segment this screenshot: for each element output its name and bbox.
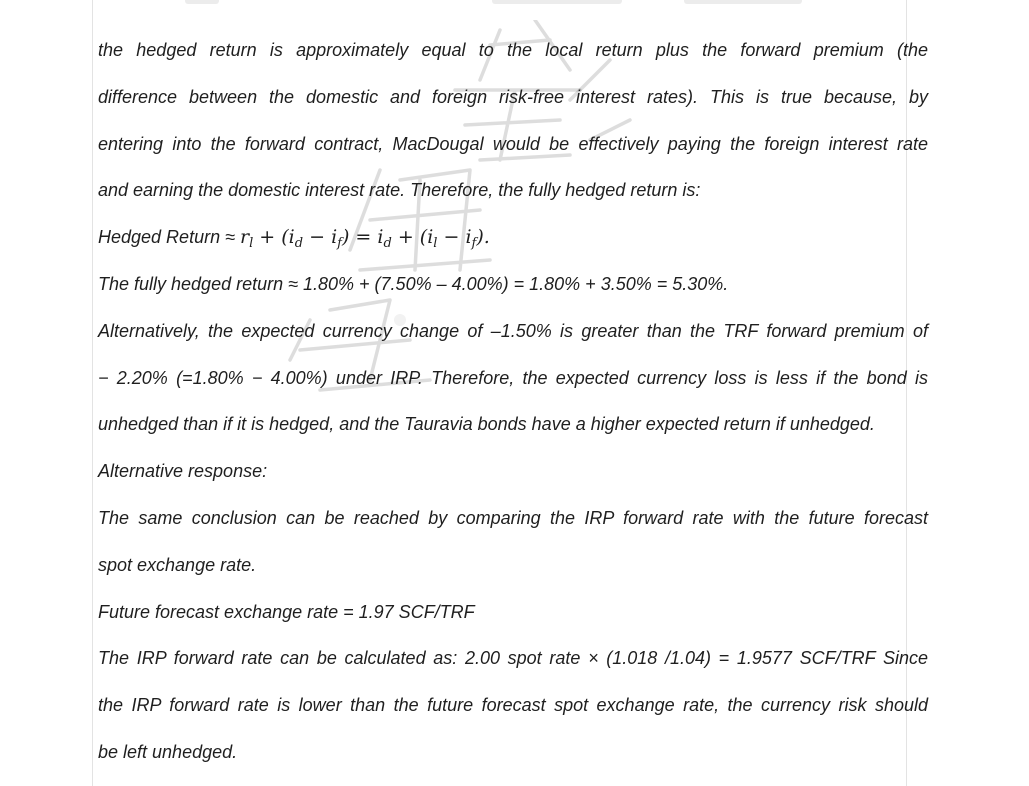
paragraph-line: The fully hedged return ≈ 1.80% + (7.50% – 4.00%) = 1.80% + 3.50% = 5.30%. [98, 274, 729, 294]
formula-math: $r_l + (i_d - i_f) = i_d + (i_l - i_f)$. [239, 226, 490, 251]
formula-line [98, 225, 928, 249]
paragraph-line: spot exchange rate. [98, 555, 257, 575]
paragraph-line: the IRP forward rate is lower than the future forecast spot exchange rate, the currency risk should [98, 695, 928, 715]
paragraph-line: difference between the domestic and foreign risk-free interest rates). This is true because, by [98, 87, 928, 107]
page-top-strip [92, 0, 905, 6]
toolbar-tab [185, 0, 219, 4]
formula-label: Hedged Return ≈ [98, 227, 240, 247]
paragraph-line: and earning the domestic interest rate. Therefore, the fully hedged return is: [98, 180, 701, 200]
paragraph-line: entering into the forward contract, MacDougal would be effectively paying the foreign interest rate [98, 134, 928, 154]
paragraph-line: The IRP forward rate can be calculated as: 2.00 spot rate × (1.018 /1.04) = 1.9577 SCF/TRF Since [98, 648, 928, 668]
toolbar-tab [684, 0, 802, 4]
paragraph-line: unhedged than if it is hedged, and the Tauravia bonds have a higher expected return if unhedged. [98, 414, 875, 434]
toolbar-tab [492, 0, 622, 4]
paragraph-line: Future forecast exchange rate = 1.97 SCF/TRF [98, 602, 475, 622]
paragraph-line: Alternative response: [98, 461, 268, 481]
paragraph-line: the hedged return is approximately equal to the local return plus the forward premium (the [98, 40, 928, 60]
paragraph-line: The same conclusion can be reached by comparing the IRP forward rate with the future forecast [98, 508, 928, 528]
paragraph-line: Alternatively, the expected currency change of –1.50% is greater than the TRF forward premium of [98, 321, 928, 341]
paragraph-line: be left unhedged. [98, 742, 238, 762]
paragraph-line: − 2.20% (=1.80% − 4.00%) under IRP. Therefore, the expected currency loss is less if the bond is [98, 368, 928, 388]
